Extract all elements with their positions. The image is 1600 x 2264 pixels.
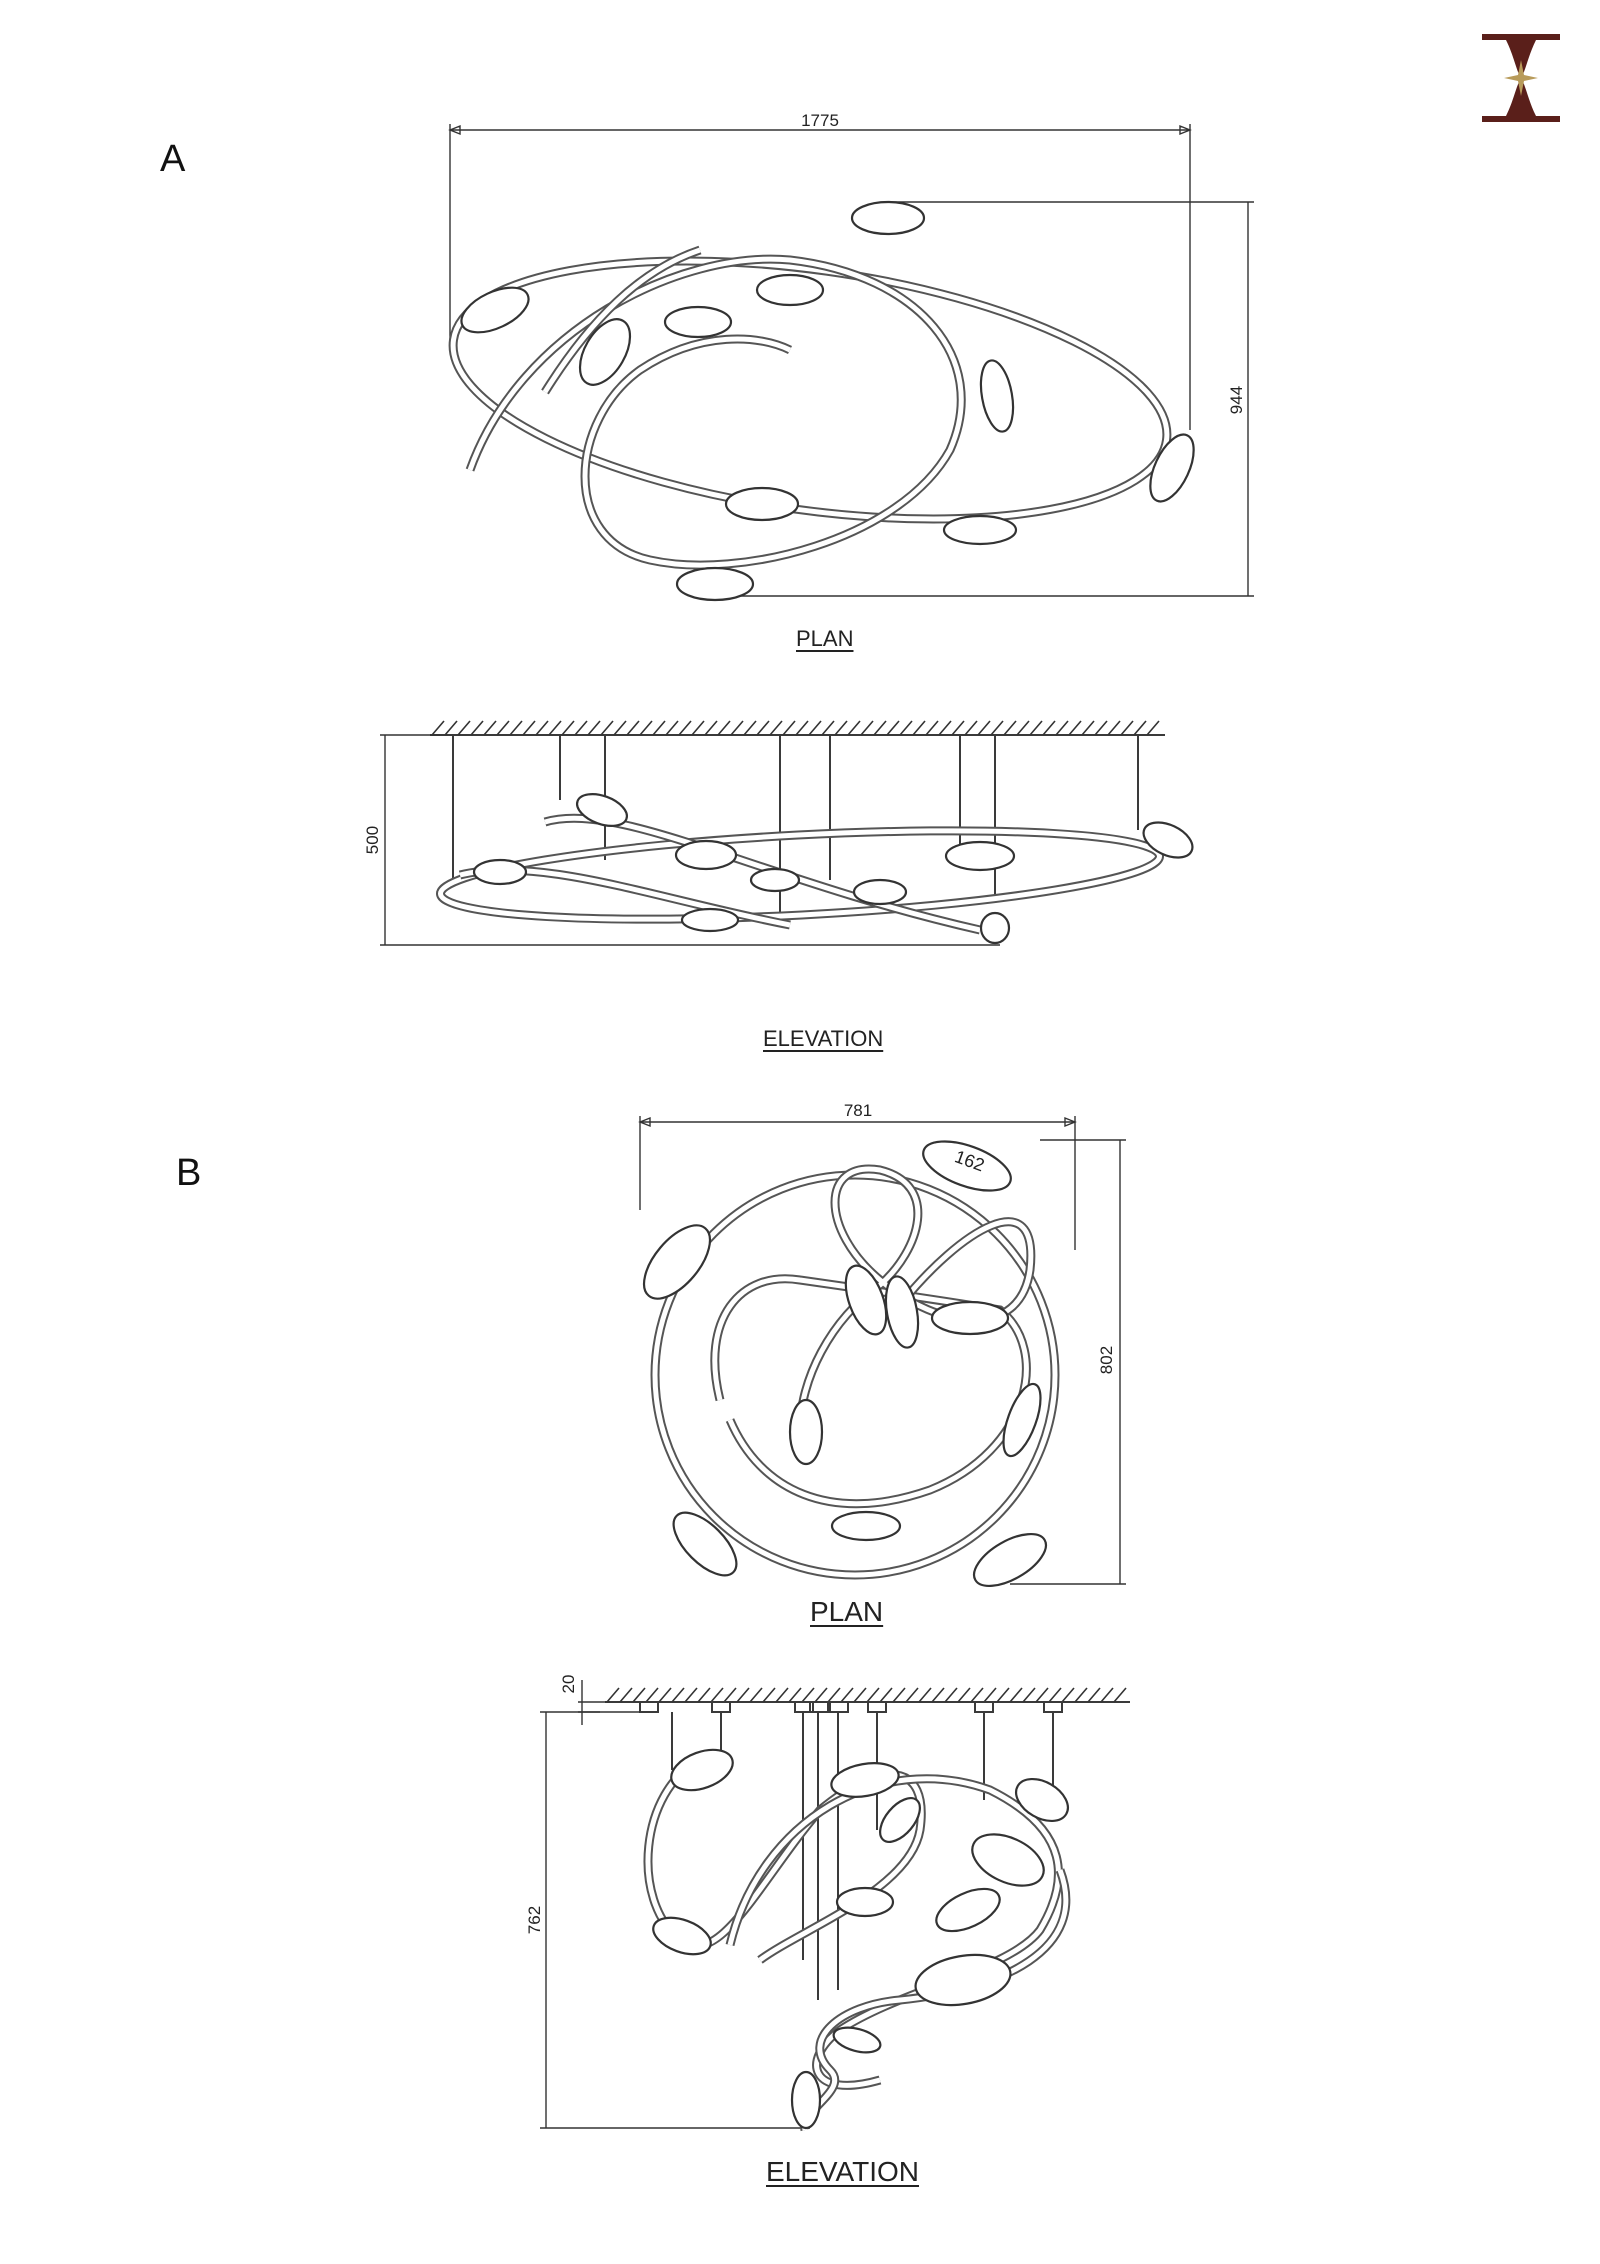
elevation-b-label: ELEVATION	[766, 2156, 920, 2187]
elevation-b-drawing	[525, 1675, 1130, 2130]
dim-b-width: 781	[843, 1101, 873, 1120]
plan-a-label: PLAN	[796, 626, 854, 651]
dim-b-canopy: 20	[559, 1674, 578, 1694]
dim-a-width: 1775	[801, 111, 839, 130]
plan-a-drawing	[437, 111, 1254, 600]
elevation-a-label: ELEVATION	[763, 1026, 884, 1051]
plan-b-drawing	[632, 1101, 1126, 1596]
section-letter-b: B	[176, 1152, 202, 1194]
dim-a-depth: 944	[1227, 385, 1246, 415]
section-letter-a: A	[160, 138, 186, 180]
dim-b-disc: 162	[952, 1146, 988, 1176]
plan-b-label: PLAN	[810, 1596, 884, 1627]
dim-a-height: 500	[363, 825, 382, 855]
dim-b-height: 762	[525, 1905, 544, 1935]
dim-b-depth: 802	[1097, 1345, 1116, 1375]
elevation-a-drawing	[363, 721, 1198, 945]
